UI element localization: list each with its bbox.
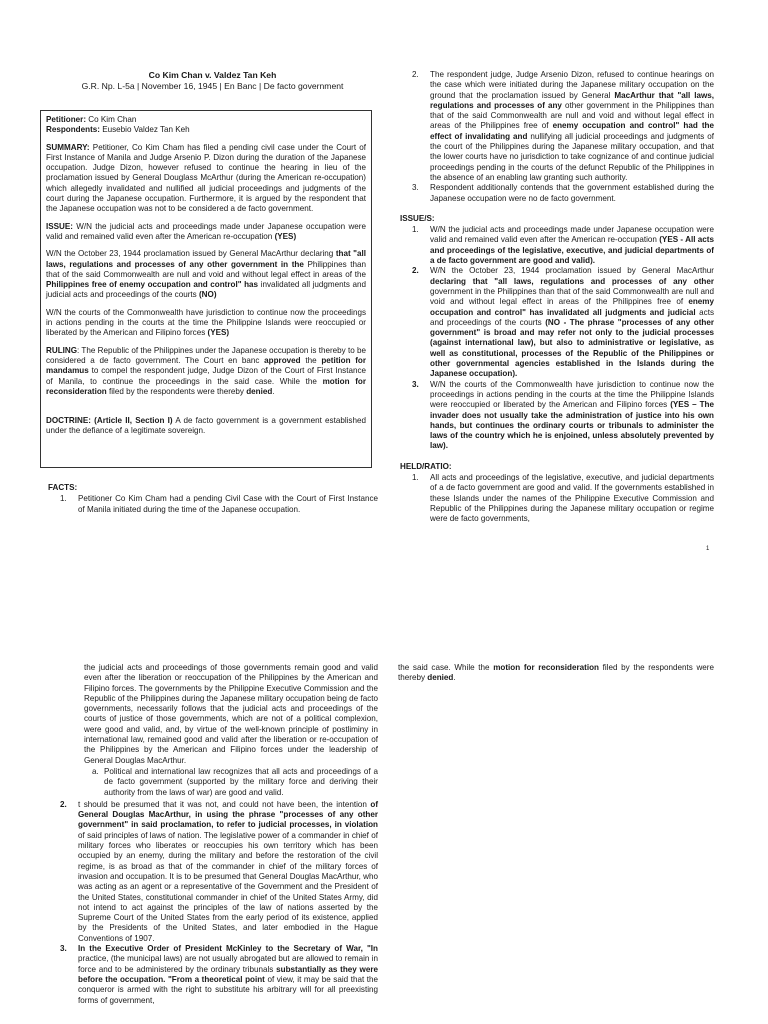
fact-2-text-a: The respondent judge, Judge Arsenio Dizon, refused to continue hearings on the case which were initiated during the Japanese military occupation on the ground that the proclamation issued by General xyxy=(430,70,714,100)
list-item xyxy=(400,225,714,266)
doctrine-text: A de facto government is a government established under the defiance of a legitimate sovereign. xyxy=(46,416,366,436)
ruling-petition: petition for mandamus xyxy=(46,355,367,376)
held-2-text-b: of General Douglas MacArthur, in using the phrase "processes of any other government" in said proclamation, to refer to judicial processes, in violation xyxy=(78,799,379,830)
facts-list-continued xyxy=(400,70,714,204)
held-3-text-c: substantially as they were before the occupation. "From a theoretical point xyxy=(78,964,378,984)
held-list xyxy=(400,473,714,524)
issue-1-detail-answer: (YES - All acts and proceedings of the legislative, executive, and judicial departments of a de facto government are good and valid). xyxy=(430,235,715,266)
list-number: 2. xyxy=(412,266,419,276)
issue-1-detail-text: W/N the judicial acts and proceedings made under Japanese occupation were valid and remained valid even after the American re-occupation xyxy=(430,225,714,245)
ruling-motion: motion for reconsideration xyxy=(46,376,367,396)
issue-1-paragraph xyxy=(46,222,366,243)
facts-section xyxy=(48,483,378,515)
ruling-denied: denied xyxy=(246,386,273,396)
list-item xyxy=(400,266,714,379)
list-number: 2. xyxy=(60,799,67,809)
list-item xyxy=(400,473,714,524)
list-number: 1. xyxy=(412,225,419,235)
list-number: 3. xyxy=(412,183,419,193)
ruling-repeat-text-b: filed by the respondents were thereby xyxy=(398,663,715,683)
ruling-repeat-motion: motion for reconsideration xyxy=(493,663,599,672)
held-2-text-c: of said principles of laws of nation. The legislative power of a commander in chief of military forces who liberates or reoccupies his own territory which has been occupied by an enemy, during the military and before the restoration of the civil regime, is as broad as that of the commander in chief of the military forces of invasion and occupation. It is to be presumed that General Douglas MacArthur, who was acting as an agent or a representative of the Government and the President of the United States, constitutional commander in chief of the United States Army, did not intend to act against the principles of the law of nations asserted by the Supreme Court of the United States from the early period of its existence, applied by the Presidents of the United States, and later embodied in the Hague Conventions of 1907. xyxy=(78,830,378,943)
fact-2-text-e: nullifying all judicial proceedings and judgments of the court of the Philippines during the Japanese military occupation, and that the lower courts have no jurisdiction to take cognizance of and continue judicial proceedings pending in the courts of the defunct Republic of the Philippines in the absence of an enabling law granting such authority. xyxy=(430,131,714,182)
petitioner-line xyxy=(46,115,366,125)
ruling-repeat-denied: denied xyxy=(427,673,454,683)
case-header xyxy=(40,70,385,92)
held-2-text-a: t should be presumed that it was not, and could not have been, the intention xyxy=(78,799,367,809)
ruling-label: RULING xyxy=(46,345,78,355)
ruling-approved: approved xyxy=(264,355,301,365)
list-number: 1. xyxy=(412,472,419,482)
ruling-text-b: the xyxy=(305,355,317,365)
page-number: 1 xyxy=(706,546,710,552)
list-item xyxy=(400,183,714,204)
held-1a-text: Political and international law recognizes that all acts and proceedings of a de facto government (supported by the military force and deriving their authority from the laws of war) are good and valid. xyxy=(104,766,378,797)
list-number: 3. xyxy=(60,944,67,954)
list-item xyxy=(48,494,378,515)
issue-3-text: W/N the courts of the Commonwealth have jurisdiction to continue now the proceedings in actions pending in the courts at the time the Philippine Islands were reoccupied or liberated by the American and Filipino forces xyxy=(46,307,366,338)
issue-2-detail-text-b: declaring that "all laws, regulations and processes of any other xyxy=(430,276,714,286)
doctrine-reference: (Article II, Section I) xyxy=(94,416,173,426)
list-item xyxy=(48,800,378,944)
held-1-sublist xyxy=(48,767,378,798)
doctrine-label: DOCTRINE: xyxy=(46,416,91,426)
held-1-text: All acts and proceedings of the legislative, executive, and judicial departments of a de facto government are good and valid. If the governments established in these Islands under the names of the Philippine Executive Commission and Republic of the Philippines during the Japanese military occupation or regime were de facto governments, xyxy=(430,472,714,524)
list-item xyxy=(48,767,378,798)
doctrine-paragraph xyxy=(46,416,366,437)
held-3-text-a: In the Executive Order of President McKinley to the Secretary of War, "In xyxy=(78,944,378,954)
document-page-2 xyxy=(0,575,768,1024)
case-title: Co Kim Chan v. Valdez Tan Keh xyxy=(148,70,277,80)
summary-label: SUMMARY: xyxy=(46,142,90,152)
petitioner-name: Co Kim Chan xyxy=(88,115,137,124)
issue-2-detail-text-a: W/N the October 23, 1944 proclamation issued by General MacArthur xyxy=(430,266,714,276)
fact-2-text-c: other government in the Philippines than that of the said Commonwealth are null and void and without legal effect in areas of the Philippines free of xyxy=(430,100,715,131)
ruling-text-c: to compel the respondent judge, Judge Dizon of the Court of First Instance of Manila, to continue the proceedings in the said case. While the xyxy=(46,366,367,386)
right-column-page-2 xyxy=(398,663,714,684)
summary-paragraph xyxy=(46,143,366,215)
issue-2-paragraph xyxy=(46,249,366,300)
issue-3-answer: (YES) xyxy=(207,328,230,338)
list-item xyxy=(48,944,378,1006)
issue-2-text-c: Philippines than that of the said Commonwealth are null and void and without legal effect in areas of the xyxy=(46,259,366,279)
issue-2-detail-text-c: government in the Philippines than that of the said Commonwealth are null and void and without legal effect in areas of the Philippines free of xyxy=(430,286,714,307)
right-column-page-1 xyxy=(400,70,714,524)
issue-2-text-d: Philippines free of enemy occupation and control" has xyxy=(46,280,259,290)
facts-list xyxy=(48,494,378,515)
ruling-text-a: : The Republic of the Philippines under the Japanese occupation is thereby to be considered a de facto government. The Court en banc xyxy=(46,345,366,365)
list-number: 2. xyxy=(412,70,419,79)
issue-2-detail-text-e: acts and proceedings of the courts xyxy=(430,307,714,327)
petitioner-label: Petitioner: xyxy=(46,115,87,124)
list-number: 1. xyxy=(60,494,67,504)
respondents-name: Eusebio Valdez Tan Keh xyxy=(102,125,190,135)
ruling-text-d: filed by the respondents were thereby xyxy=(108,386,244,396)
case-citation: G.R. Np. L-5a | November 16, 1945 | En Banc | De facto government xyxy=(81,81,344,91)
issues-list xyxy=(400,225,714,452)
respondents-line xyxy=(46,125,366,135)
fact-2-text-b: MacArthur that "all laws, regulations and processes of any xyxy=(430,90,715,110)
held-3-text-b: practice, (the municipal laws) are not usually abrogated but are allowed to remain in force and to be administered by the ordinary tribunals xyxy=(78,954,378,974)
issue-2-detail-text-d: enemy occupation and control" has invalidated all judgments and judicial xyxy=(430,297,715,317)
list-item xyxy=(400,380,714,452)
issue-1-text: W/N the judicial acts and proceedings made under Japanese occupation were valid and remained valid even after the American re-occupation xyxy=(46,221,366,241)
issues-label: ISSUE/S: xyxy=(400,213,435,223)
held-ratio-label: HELD/RATIO: xyxy=(400,461,452,471)
fact-3-text: Respondent additionally contends that the government established during the Japanese occupation were no de facto government. xyxy=(430,183,714,203)
held-1-continued-text: the judicial acts and proceedings of those governments remain good and valid even after the liberation or reoccupation of the Philippines by the American and Filipino forces. The governments by the Philippine Executive Commission and the Republic of the Philippines during the Japanese military occupation being de facto governments, necessarily follows that the judicial acts and proceedings of the courts of justice of those governments, which are not of a political complexion, were good and valid, and, by virtue of the well-known principle of postliminy in international law, remained good and valid after the liberation or re-occupation of the Philippines by the American and Filipino forces under the leadership of General Douglas MacArthur. xyxy=(84,663,378,765)
issue-3-paragraph xyxy=(46,308,366,339)
fact-2-text-d: enemy occupation and control" had the effect of invalidating and xyxy=(430,121,714,141)
left-column-page-2 xyxy=(48,663,378,1006)
ruling-repeat-text-a: the said case. While the xyxy=(398,663,490,672)
issue-2-answer: (NO) xyxy=(198,290,217,300)
issue-2-text-b: that "all laws, regulations and processes of any other government in the xyxy=(46,249,367,269)
summary-box xyxy=(40,110,372,468)
list-item xyxy=(400,70,714,183)
issue-2-text-a: W/N the October 23, 1944 proclamation issued by General MacArthur declaring xyxy=(46,249,334,259)
issue-1-answer: (YES) xyxy=(274,231,297,241)
fact-1-text: Petitioner Co Kim Cham had a pending Civil Case with the Court of First Instance of Manila initiated during the time of the Japanese occupation. xyxy=(78,494,378,514)
facts-label: FACTS: xyxy=(48,483,78,492)
list-number: 3. xyxy=(412,379,419,389)
held-3-text-d: of view, it may be said that the conqueror is armed with the right to substitute his arbitrary will for all preexisting forms of government, xyxy=(78,974,378,1005)
respondents-label: Respondents: xyxy=(46,125,100,135)
list-letter: a. xyxy=(92,766,99,776)
ruling-repeat-period: . xyxy=(453,673,456,683)
issue-3-detail-answer: (YES – The invader does not usually take the administration of justice into his own hands, but continues the ordinary courts or tribunals to administer the laws of the country which he is enjoined, unless absolutely prevented by law). xyxy=(430,400,715,451)
issue-3-detail-text: W/N the courts of the Commonwealth have jurisdiction to continue now the proceedings in actions pending in the courts at the time the Philippine Islands were reoccupied or liberated by the American and Filipino forces xyxy=(430,379,714,410)
issue-label: ISSUE: xyxy=(46,221,73,231)
issue-2-detail-answer: (NO - The phrase "processes of any other government" is broad and may refer not only to the judicial processes (against international law), but also to administrative or legislative, as well as constitutional, processes of the Republic of the Philippines or other governmental agencies established in the Islands during the Japanese occupation). xyxy=(430,317,714,379)
held-list-continued xyxy=(48,800,378,1006)
summary-text: Petitioner, Co Kim Cham has filed a pending civil case under the Court of First Instance of Manila and Judge Arsenio P. Dizon during the duration of the Japanese occupation. Judge Dizon, however refused to continue the hearing in lieu of the proclamation issued by General Douglass McArthur (during the American re-occupation) which allegedly invalidated and nullified all judicial proceedings and judgments of the court during the Japanese occupation. Furthermore, it is argued by the respondent that the Japanese occupation was not to be considered a de facto government. xyxy=(46,142,367,214)
ruling-paragraph: RULING: The Republic of the Philippines under the Japanese occupation is thereby to be considered a de facto government. The Court en banc approved the petition for mandamus to compel the respondent judge, Judge Dizon of the Court of First Instance of Manila, to continue the proceedings in the said case. While the motion for reconsideration filed by the respondents were thereby denied. xyxy=(46,345,367,396)
issue-2-text-e: invalidated all judgments and judicial acts and proceedings of the courts xyxy=(46,280,366,300)
